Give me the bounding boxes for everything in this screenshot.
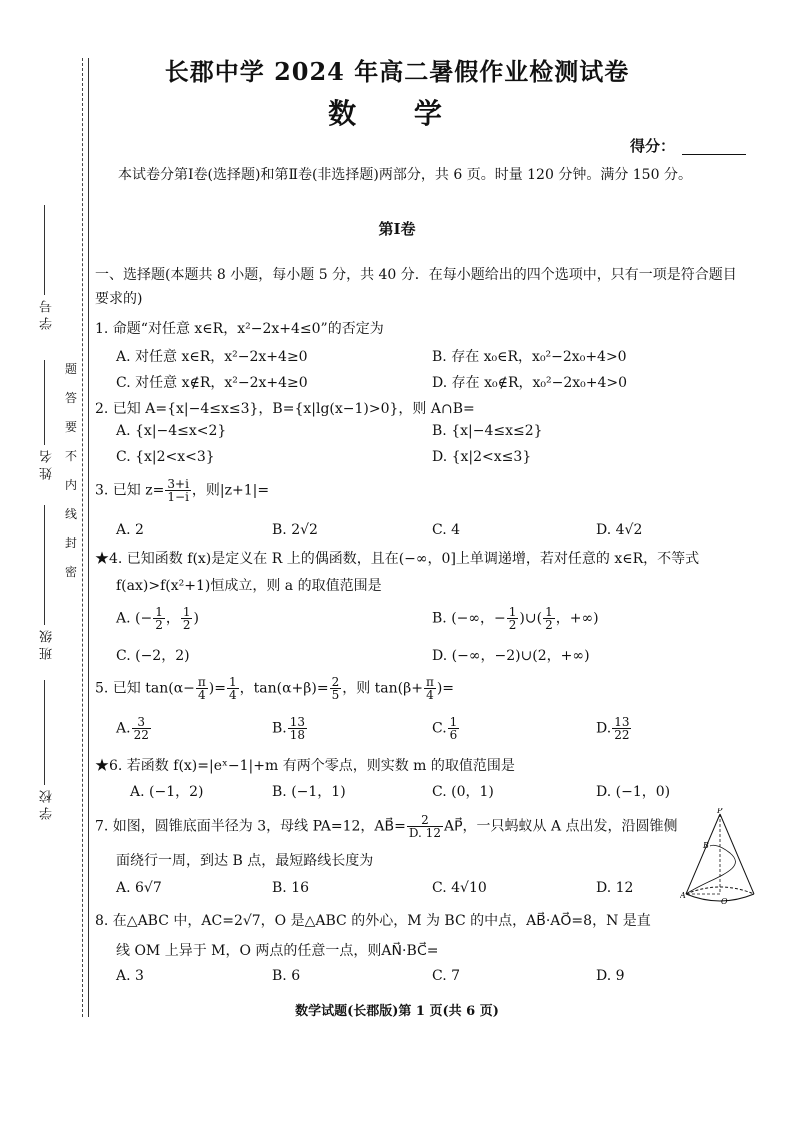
page-footer: 数学试题(长郡版)第 1 页(共 6 页) xyxy=(295,1004,499,1019)
question-3-stem: 3. 已知 z= $\frac{3+i}{1-i}$ ，则|z+1|= xyxy=(95,477,270,504)
q4-option-d: D. (−∞，−2)∪(2，+∞) xyxy=(432,648,590,664)
question-8-stem: 8. 在△ABC 中，AC=2√7，O 是△ABC 的外心，M 为 BC 的中点，AB⃗·AO⃗=8，N 是直 xyxy=(95,913,651,929)
question-8-stem-line2: 线 OM 上异于 M，O 两点的任意一点，则AN⃗·BC⃗= xyxy=(116,943,439,959)
question-2-stem: 2. 已知 A={x|−4≤x≤3}，B={x|lg(x−1)>0}，则 A∩B= xyxy=(95,401,475,417)
question-1-stem: 1. 命题“对任意 x∈R，x²−2x+4≤0”的否定为 xyxy=(95,321,384,337)
q4-option-a: A. (− $\frac{1}{2}$ ， $\frac{1}{2}$ ) xyxy=(116,605,199,632)
question-6-stem: ★6. 若函数 f(x)=|eˣ−1|+m 有两个零点，则实数 m 的取值范围是 xyxy=(95,758,515,774)
q6-option-a: A. (−1，2) xyxy=(130,784,204,800)
q6-option-d: D. (−1，0) xyxy=(596,784,671,800)
q3-option-c: C. 4 xyxy=(432,522,461,538)
question-5-stem: 5. 已知 tan(α− $\frac{\pi}{4}$ )= $\frac{1}{4}$ ，tan(α+β)= $\frac{2}{5}$ ，则 tan(β+ $\frac{\pi}{4}$ )= xyxy=(95,675,455,702)
class-blank xyxy=(44,505,45,625)
part-heading: 第Ⅰ卷 xyxy=(378,220,416,238)
subject-title: 数 学 xyxy=(328,97,466,130)
score-blank xyxy=(682,154,746,155)
q7-option-c: C. 4√10 xyxy=(432,880,487,896)
school-label: 学 校 xyxy=(40,790,55,821)
name-blank xyxy=(44,360,45,445)
q1-option-c: C. 对任意 x∉R，x²−2x+4≥0 xyxy=(116,375,308,391)
score-label: 得分： xyxy=(630,137,676,155)
q1-option-b: B. 存在 x₀∈R，x₀²−2x₀+4>0 xyxy=(432,349,627,365)
q7-option-a: A. 6√7 xyxy=(116,880,162,896)
q3-option-b: B. 2√2 xyxy=(272,522,318,538)
q3-fraction: $\frac{3+i}{1-i}$ xyxy=(167,477,189,504)
exam-intro: 本试卷分第Ⅰ卷(选择题)和第Ⅱ卷(非选择题)两部分，共 6 页。时量 120 分钟。满分 150 分。 xyxy=(118,167,692,183)
student-number-label: 学 号 xyxy=(40,300,55,331)
q2-option-b: B. {x|−4≤x≤2} xyxy=(432,423,543,439)
q5-option-d: D. $\frac{13}{22}$ xyxy=(596,715,630,742)
school-blank xyxy=(44,680,45,785)
fig-label-p: P xyxy=(717,808,723,815)
q3-option-d: D. 4√2 xyxy=(596,522,643,538)
q7-option-b: B. 16 xyxy=(272,880,310,896)
q5-option-b: B. $\frac{13}{18}$ xyxy=(272,715,306,742)
name-label: 姓 名 xyxy=(40,450,55,481)
exam-title: 长郡中学 2024 年高二暑假作业检测试卷 xyxy=(164,57,630,86)
seal-line-notice: 题 答 要 不 内 线 封 密 xyxy=(64,362,77,579)
q8-option-d: D. 9 xyxy=(596,968,625,984)
q6-option-b: B. (−1，1) xyxy=(272,784,346,800)
q8-option-b: B. 6 xyxy=(272,968,301,984)
q8-option-a: A. 3 xyxy=(116,968,144,984)
q1-option-a: A. 对任意 x∈R，x²−2x+4≥0 xyxy=(116,349,308,365)
section-heading: 一、选择题(本题共 8 小题，每小题 5 分，共 40 分．在每小题给出的四个选项中，只有一项是符合题目要求的) xyxy=(95,267,737,307)
binding-dashed-line xyxy=(82,58,83,1017)
q7-option-d: D. 12 xyxy=(596,880,634,896)
q4-option-c: C. (−2，2) xyxy=(116,648,190,664)
q1-option-d: D. 存在 x₀∉R，x₀²−2x₀+4>0 xyxy=(432,375,628,391)
q6-option-c: C. (0，1) xyxy=(432,784,494,800)
class-label: 班 级 xyxy=(40,630,55,661)
question-4-stem-line2: f(ax)>f(x²+1)恒成立，则 a 的取值范围是 xyxy=(116,578,382,594)
question-7-stem-line2: 面绕行一周，到达 B 点，最短路线长度为 xyxy=(116,853,374,869)
q4-option-b: B. (−∞，− $\frac{1}{2}$ )∪( $\frac{1}{2}$ ，+∞) xyxy=(432,605,599,632)
q2-option-d: D. {x|2<x≤3} xyxy=(432,449,532,465)
q8-option-c: C. 7 xyxy=(432,968,461,984)
q2-option-c: C. {x|2<x<3} xyxy=(116,449,215,465)
fig-label-b: B xyxy=(703,841,709,850)
fig-label-a: A xyxy=(680,891,686,900)
question-4-stem: ★4. 已知函数 f(x)是定义在 R 上的偶函数，且在(−∞，0]上单调递增，若对任意的 x∈R，不等式 xyxy=(95,551,700,567)
fig-label-o: O xyxy=(721,897,728,906)
q2-option-a: A. {x|−4≤x<2} xyxy=(116,423,227,439)
q3-option-a: A. 2 xyxy=(116,522,144,538)
binding-solid-line xyxy=(88,58,89,1017)
q5-option-c: C. $\frac{1}{6}$ xyxy=(432,715,458,742)
question-7-stem: 7. 如图，圆锥底面半径为 3，母线 PA=12，AB⃗= $\frac{2}{D. 12}$ AP⃗，一只蚂蚁从 A 点出发，沿圆锥侧 xyxy=(95,813,678,840)
cone-figure xyxy=(680,808,760,908)
q5-option-a: A. $\frac{3}{22}$ xyxy=(116,715,149,742)
